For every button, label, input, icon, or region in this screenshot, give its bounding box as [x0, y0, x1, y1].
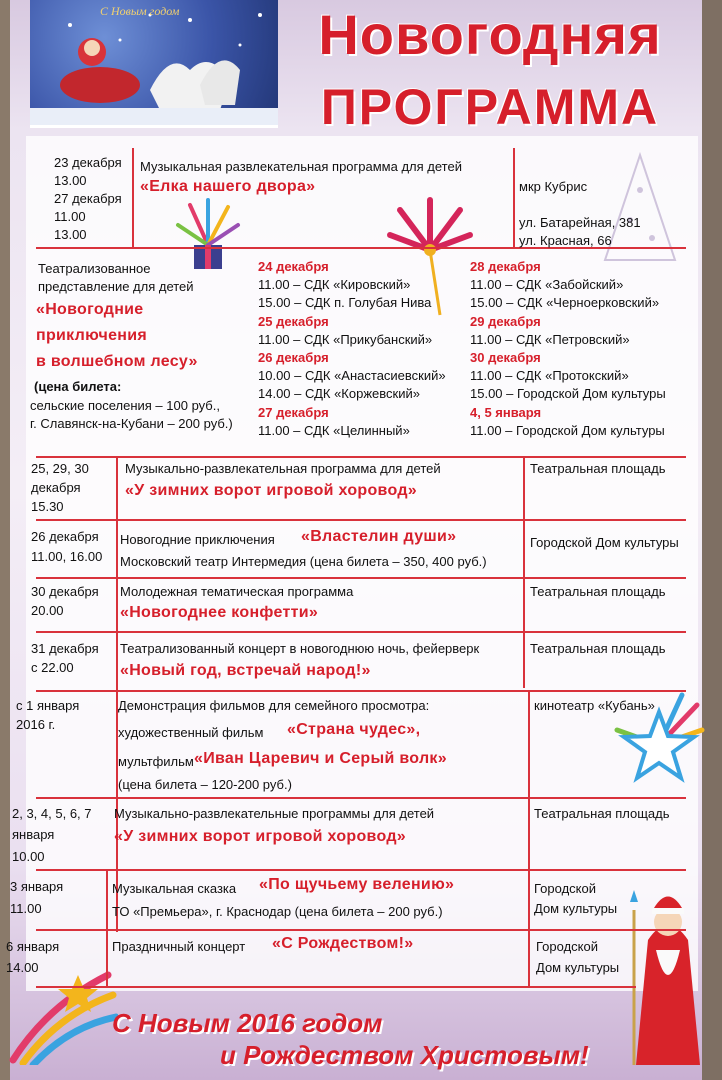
event-10-place-1: Городской	[536, 939, 598, 954]
divider	[36, 577, 686, 579]
schedule-date-heading: 29 декабря	[470, 313, 541, 329]
event-1-description: Музыкальная развлекательная программа для детей	[140, 159, 462, 174]
event-9-place-1: Городской	[534, 881, 596, 896]
event-9-place-2: Дом культуры	[534, 901, 618, 916]
event-1-place-2: ул. Батарейная, 381	[519, 215, 641, 230]
event-5-date: 30 декабря	[31, 584, 99, 599]
divider	[36, 631, 686, 633]
event-6-name: «Новый год, встречай народ!»	[120, 662, 371, 679]
event-7-label-cartoon: мультфильм	[118, 754, 194, 769]
schedule-row: 11.00 – Городской Дом культуры	[470, 422, 665, 438]
event-6-time: с 22.00	[31, 660, 74, 675]
event-3-time: 15.30	[31, 499, 64, 514]
schedule-row: 11.00 – СДК «Протокский»	[470, 368, 629, 384]
event-2-price-2: сельские поселения – 100 руб.,	[30, 398, 220, 413]
schedule-row: 15.00 – Городской Дом культуры	[470, 386, 666, 402]
schedule-row: 11.00 – СДК «Забойский»	[470, 277, 624, 293]
schedule-date-heading: 28 декабря	[470, 259, 541, 274]
event-9-description-2: ТО «Премьера», г. Краснодар (цена билета – 200 руб.)	[112, 904, 443, 919]
event-3-name: «У зимних ворот игровой хоровод»	[125, 482, 417, 499]
event-6-description: Театрализованный концерт в новогоднюю ночь, фейерверк	[120, 641, 480, 656]
wall-left	[0, 0, 10, 1080]
event-1-name: «Елка нашего двора»	[140, 178, 316, 195]
schedule-row: 10.00 – СДК «Анастасиевский»	[258, 368, 446, 384]
schedule-row: 11.00 – СДК «Петровский»	[470, 331, 630, 347]
greeting-line-1: С Новым 2016 годом	[112, 1008, 383, 1038]
title-line-2: ПРОГРАММА	[320, 79, 660, 135]
event-2-schedule-right	[470, 258, 666, 440]
event-4-description-2: Московский театр Интермедия (цена билета – 350, 400 руб.)	[120, 554, 487, 569]
event-1-time-1: 13.00	[54, 173, 87, 188]
shooting-star-icon	[8, 965, 118, 1065]
event-2-description-1: Театрализованное	[38, 261, 151, 276]
event-3-date-2: декабря	[31, 480, 81, 495]
event-8-name: «У зимних ворот игровой хоровод»	[114, 828, 406, 845]
divider	[528, 690, 530, 986]
event-4-description: Новогодние приключения	[120, 532, 275, 547]
divider	[36, 929, 686, 931]
event-8-place: Театральная площадь	[534, 806, 670, 821]
event-7-year: 2016 г.	[16, 717, 56, 732]
christmas-tree-icon	[600, 150, 680, 270]
event-7-cartoon-name: «Иван Царевич и Серый волк»	[194, 750, 447, 767]
event-1-date-1: 23 декабря	[54, 155, 122, 170]
event-7-price: (цена билета – 120-200 руб.)	[118, 777, 292, 792]
event-1-time-3: 13.00	[54, 227, 87, 242]
schedule-row: 14.00 – СДК «Коржевский»	[258, 386, 420, 402]
event-6-date: 31 декабря	[31, 641, 99, 656]
event-4-name: «Властелин души»	[301, 528, 457, 545]
divider	[132, 148, 134, 248]
divider	[513, 148, 515, 248]
header-image-caption: С Новым годом	[100, 4, 180, 18]
ded-moroz-icon	[628, 880, 708, 1070]
event-10-time: 14.00	[6, 960, 39, 975]
event-3-place: Театральная площадь	[530, 461, 666, 476]
event-7-label-film: художественный фильм	[118, 725, 264, 740]
event-7-film-name: «Страна чудес»,	[287, 721, 421, 738]
event-10-name: «С Рождеством!»	[272, 935, 414, 952]
event-7-date: с 1 января	[16, 698, 80, 713]
event-4-date: 26 декабря	[31, 529, 99, 544]
event-5-name: «Новогоднее конфетти»	[120, 604, 319, 621]
event-9-description: Музыкальная сказка	[112, 881, 237, 896]
event-3-description: Музыкально-развлекательная программа для детей	[125, 461, 441, 476]
schedule-date-heading: 26 декабря	[258, 350, 329, 366]
schedule-row: 15.00 – СДК п. Голубая Нива	[258, 295, 432, 311]
troika-illustration	[30, 0, 278, 128]
event-10-description: Праздничный концерт	[112, 939, 246, 954]
schedule-date-heading: 24 декабря	[258, 259, 329, 274]
event-4-place: Городской Дом культуры	[530, 535, 679, 550]
event-8-description: Музыкально-развлекательные программы для детей	[114, 806, 435, 821]
event-7-description: Демонстрация фильмов для семейного просмотра:	[118, 698, 430, 713]
event-10-date: 6 января	[6, 939, 60, 954]
event-2-name-3: в волшебном лесу»	[36, 353, 198, 370]
event-1-time-2: 11.00	[54, 209, 86, 224]
event-4-time: 11.00, 16.00	[31, 549, 103, 564]
divider	[116, 456, 118, 932]
event-8-dates: 2, 3, 4, 5, 6, 7	[12, 806, 92, 821]
event-2-name-2: приключения	[36, 327, 148, 344]
title-line-1: Новогодняя	[318, 3, 662, 66]
divider	[523, 456, 525, 688]
event-1-date-2: 27 декабря	[54, 191, 122, 206]
schedule-row: 15.00 – СДК «Черноерковский»	[470, 295, 660, 311]
divider	[36, 690, 686, 692]
event-8-month: января	[12, 827, 55, 842]
schedule-row: 11.00 – СДК «Прикубанский»	[258, 331, 433, 347]
event-5-description: Молодежная тематическая программа	[120, 584, 354, 599]
schedule-date-heading: 4, 5 января	[470, 404, 542, 420]
event-5-time: 20.00	[31, 603, 64, 618]
event-2-schedule-left	[258, 258, 446, 440]
event-6-place: Театральная площадь	[530, 641, 666, 656]
greeting-line-2: и Рождеством Христовым!	[220, 1040, 589, 1070]
event-2-description-2: представление для детей	[38, 279, 194, 294]
schedule-date-heading: 30 декабря	[470, 350, 541, 366]
divider	[36, 456, 686, 458]
event-10-place-2: Дом культуры	[536, 960, 620, 975]
gift-box-icon	[170, 195, 245, 275]
divider	[36, 519, 686, 521]
divider	[36, 869, 686, 871]
divider	[36, 797, 686, 799]
divider	[106, 869, 108, 987]
event-2-price-1: (цена билета:	[34, 379, 122, 394]
schedule-date-heading: 25 декабря	[258, 313, 329, 329]
schedule-row: 11.00 – СДК «Целинный»	[258, 422, 410, 438]
event-1-place-1: мкр Кубрис	[519, 179, 588, 194]
event-9-name: «По щучьему велению»	[259, 876, 455, 893]
event-8-time: 10.00	[12, 849, 45, 864]
event-3-date-1: 25, 29, 30	[31, 461, 89, 476]
schedule-row: 11.00 – СДК «Кировский»	[258, 277, 411, 293]
event-7-place: кинотеатр «Кубань»	[534, 698, 655, 713]
event-5-place: Театральная площадь	[530, 584, 666, 599]
event-2-price-3: г. Славянск-на-Кубани – 200 руб.)	[30, 416, 233, 431]
event-1-place-3: ул. Красная, 66	[519, 233, 612, 248]
event-9-date: 3 января	[10, 879, 64, 894]
event-2-name-1: «Новогодние	[36, 301, 144, 318]
event-9-time: 11.00	[10, 901, 42, 916]
schedule-date-heading: 27 декабря	[258, 404, 329, 420]
divider	[36, 986, 636, 988]
